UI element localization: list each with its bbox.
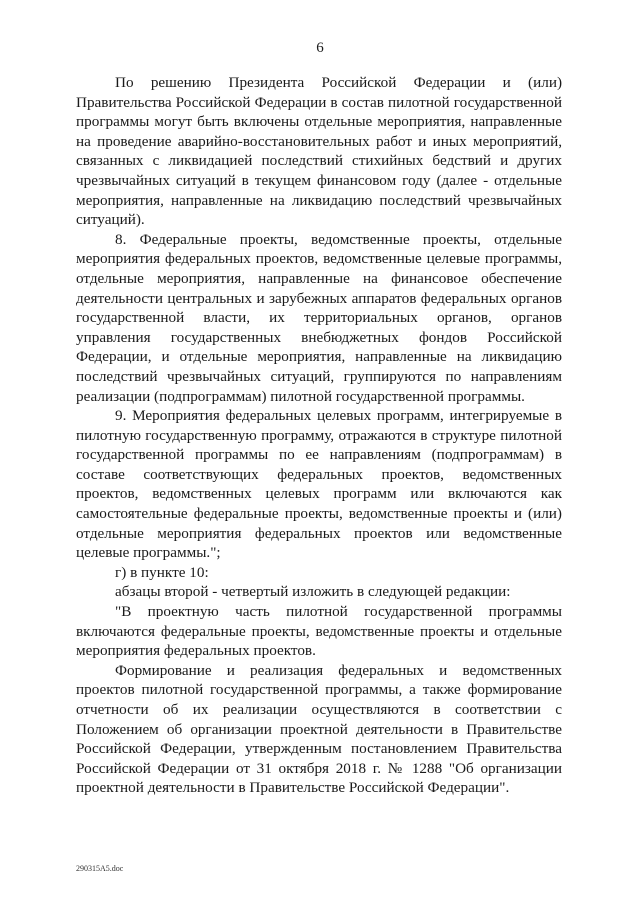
paragraph: "В проектную часть пилотной государственной программы включаются федеральные проекты, ведомственные проекты и отдельные мероприятия федеральных проектов. (76, 603, 562, 660)
paragraph: По решению Президента Российской Федерации и (или) Правительства Российской Федерации в состав пилотной государственной программы могут быть включены отдельные мероприятия, направленные на проведение аварийно-восстановительных работ и иных мероприятий, связанных с ликвидацией последствий стихийных бедствий и других чрезвычайных ситуаций в текущем финансовом году (далее - отдельные мероприятия, направленные на ликвидацию последствий чрезвычайных ситуаций). (76, 74, 562, 229)
paragraph: 8. Федеральные проекты, ведомственные проекты, отдельные мероприятия федеральных проектов, ведомственные целевые программы, отдельные мероприятия, направленные на финансовое обеспечение деятельности центральных и зарубежных аппаратов федеральных органов государственной власти, их территориальных органов, органов управления государственных внебюджетных фондов Российской Федерации, и отдельные мероприятия, направленные на ликвидацию последствий чрезвычайных ситуаций, группируются по направлениям реализации (подпрограммам) пилотной государственной программы. (76, 230, 562, 405)
page-number: 6 (316, 40, 324, 56)
paragraph: Формирование и реализация федеральных и ведомственных проектов пилотной государственной программы, а также формирование отчетности об их реализации осуществляются в соответствии с Положением об организации проектной деятельности в Правительстве Российской Федерации, утвержденным постановлением Правительства Российской Федерации от 31 октября 2018 г. № 1288 "Об организации проектной деятельности в Правительстве Российской Федерации". (76, 661, 562, 797)
paragraph: г) в пункте 10: (115, 563, 209, 581)
paragraph: абзацы второй - четвертый изложить в следующей редакции: (115, 583, 511, 601)
document-body (76, 73, 562, 798)
paragraph: 9. Мероприятия федеральных целевых программ, интегрируемые в пилотную государственную программу, отражаются в структуре пилотной государственной программы по ее направлениям (подпрограммам) в составе соответствующих федеральных проектов, ведомственных проектов, ведомственных целевых программ или включаются как самостоятельные федеральные проекты, ведомственные проекты и (или) отдельные мероприятия федеральных проектов или ведомственные целевые программы."; (76, 407, 562, 562)
footer-file-code: 290315A5.doc (76, 864, 124, 873)
